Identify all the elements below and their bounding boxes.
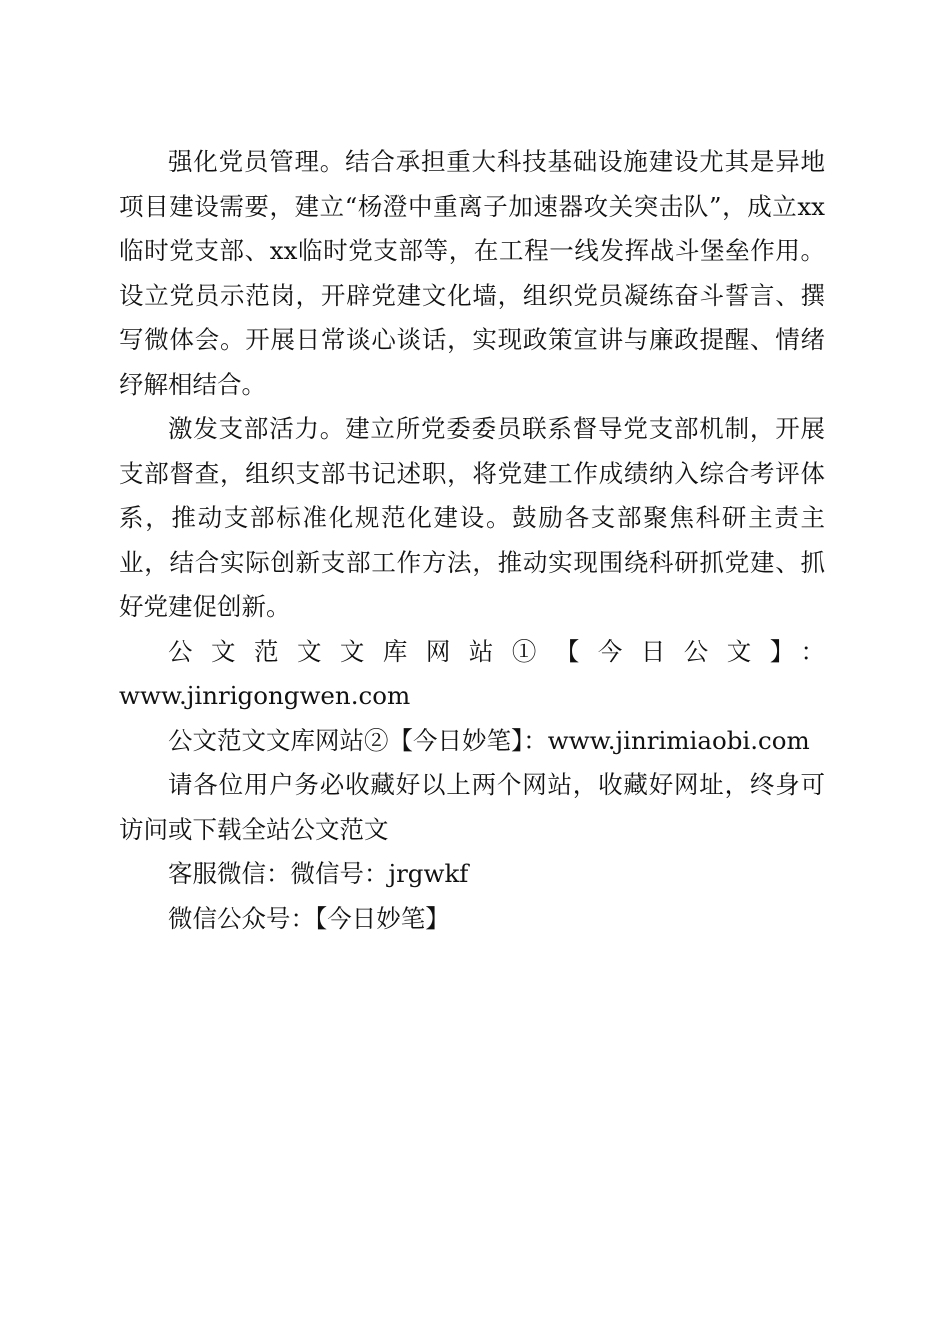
customer-service-wechat: 客服微信：微信号：jrgwkf [168, 859, 469, 888]
paragraph-branch-vitality: 激发支部活力。建立所党委委员联系督导党支部机制，开展支部督查，组织支部书记述职，将党建工作成绩纳入综合考评体系，推动支部标准化规范化建设。鼓励各支部聚焦科研主责主业，结合实际创新支部工作方法，推动实现围绕科研抓党建、抓好党建促创新。 [119, 414, 825, 621]
paragraph-party-member-management: 强化党员管理。结合承担重大科技基础设施建设尤其是异地项目建设需要，建立“杨澄中重离子加速器攻关突击队”，成立xx临时党支部、xx临时党支部等，在工程一线发挥战斗堡垒作用。设立党员示范岗，开辟党建文化墙，组织党员凝练奋斗誓言、撰写微体会。开展日常谈心谈话，实现政策宣讲与廉政提醒、情绪纾解相结合。 [119, 147, 825, 399]
site1-url: www.jinrigongwen.com [119, 681, 411, 710]
site1-label: 公文范文文库网站①【今日公文】： [168, 636, 825, 666]
document-body [119, 140, 825, 941]
official-account: 微信公众号：【今日妙笔】 [168, 903, 450, 933]
site2-line: 公文范文文库网站②【今日妙笔】：www.jinrimiaobi.com [168, 725, 810, 755]
bookmark-notice: 请各位用户务必收藏好以上两个网站，收藏好网址，终身可访问或下载全站公文范文 [119, 770, 825, 844]
